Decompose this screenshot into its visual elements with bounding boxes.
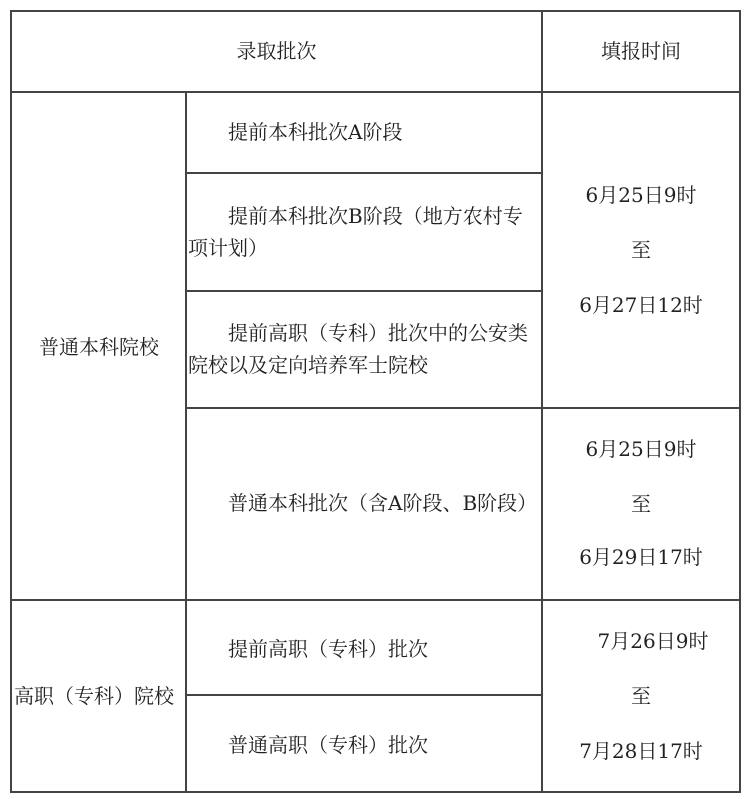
time-2-to: 至 [631, 492, 651, 516]
border-bottom [10, 791, 741, 793]
batch-row-1: 提前本科批次A阶段 [228, 120, 403, 144]
border-left [10, 10, 12, 793]
time-2-start: 6月25日9时 [585, 437, 697, 461]
time-3-to: 至 [631, 684, 651, 708]
time-1-start: 6月25日9时 [585, 183, 697, 207]
category-vocational: 高职（专科）院校 [14, 684, 174, 708]
batch-row-6: 普通高职（专科）批次 [228, 733, 428, 757]
header-bottom-line [10, 91, 741, 93]
row-line-5 [185, 694, 542, 696]
time-1-end: 6月27日12时 [579, 293, 703, 317]
batch-row-4: 普通本科批次（含A阶段、B阶段） [228, 491, 538, 515]
batch-row-3-line1: 提前高职（专科）批次中的公安类 [228, 321, 528, 345]
batch-row-5: 提前高职（专科）批次 [228, 637, 428, 661]
group-divider-line [10, 599, 741, 601]
header-time: 填报时间 [601, 39, 681, 63]
category-column-line [185, 91, 187, 793]
time-3-start: 7月26日9时 [597, 629, 709, 653]
row-line-1 [185, 172, 542, 174]
time-1-to: 至 [631, 238, 651, 262]
category-undergraduate: 普通本科院校 [39, 335, 159, 359]
time-3-end: 7月28日17时 [579, 739, 703, 763]
row-line-2 [185, 290, 542, 292]
time-column-line [541, 10, 543, 793]
batch-row-3-line2: 院校以及定向培养军士院校 [188, 353, 428, 377]
border-top [10, 10, 741, 12]
time-2-end: 6月29日17时 [579, 545, 703, 569]
row-line-3 [185, 407, 741, 409]
border-right [739, 10, 741, 793]
header-batch: 录取批次 [236, 39, 317, 63]
batch-row-2-line1: 提前本科批次B阶段（地方农村专 [228, 204, 523, 228]
batch-row-2-line2: 项计划） [188, 236, 268, 260]
